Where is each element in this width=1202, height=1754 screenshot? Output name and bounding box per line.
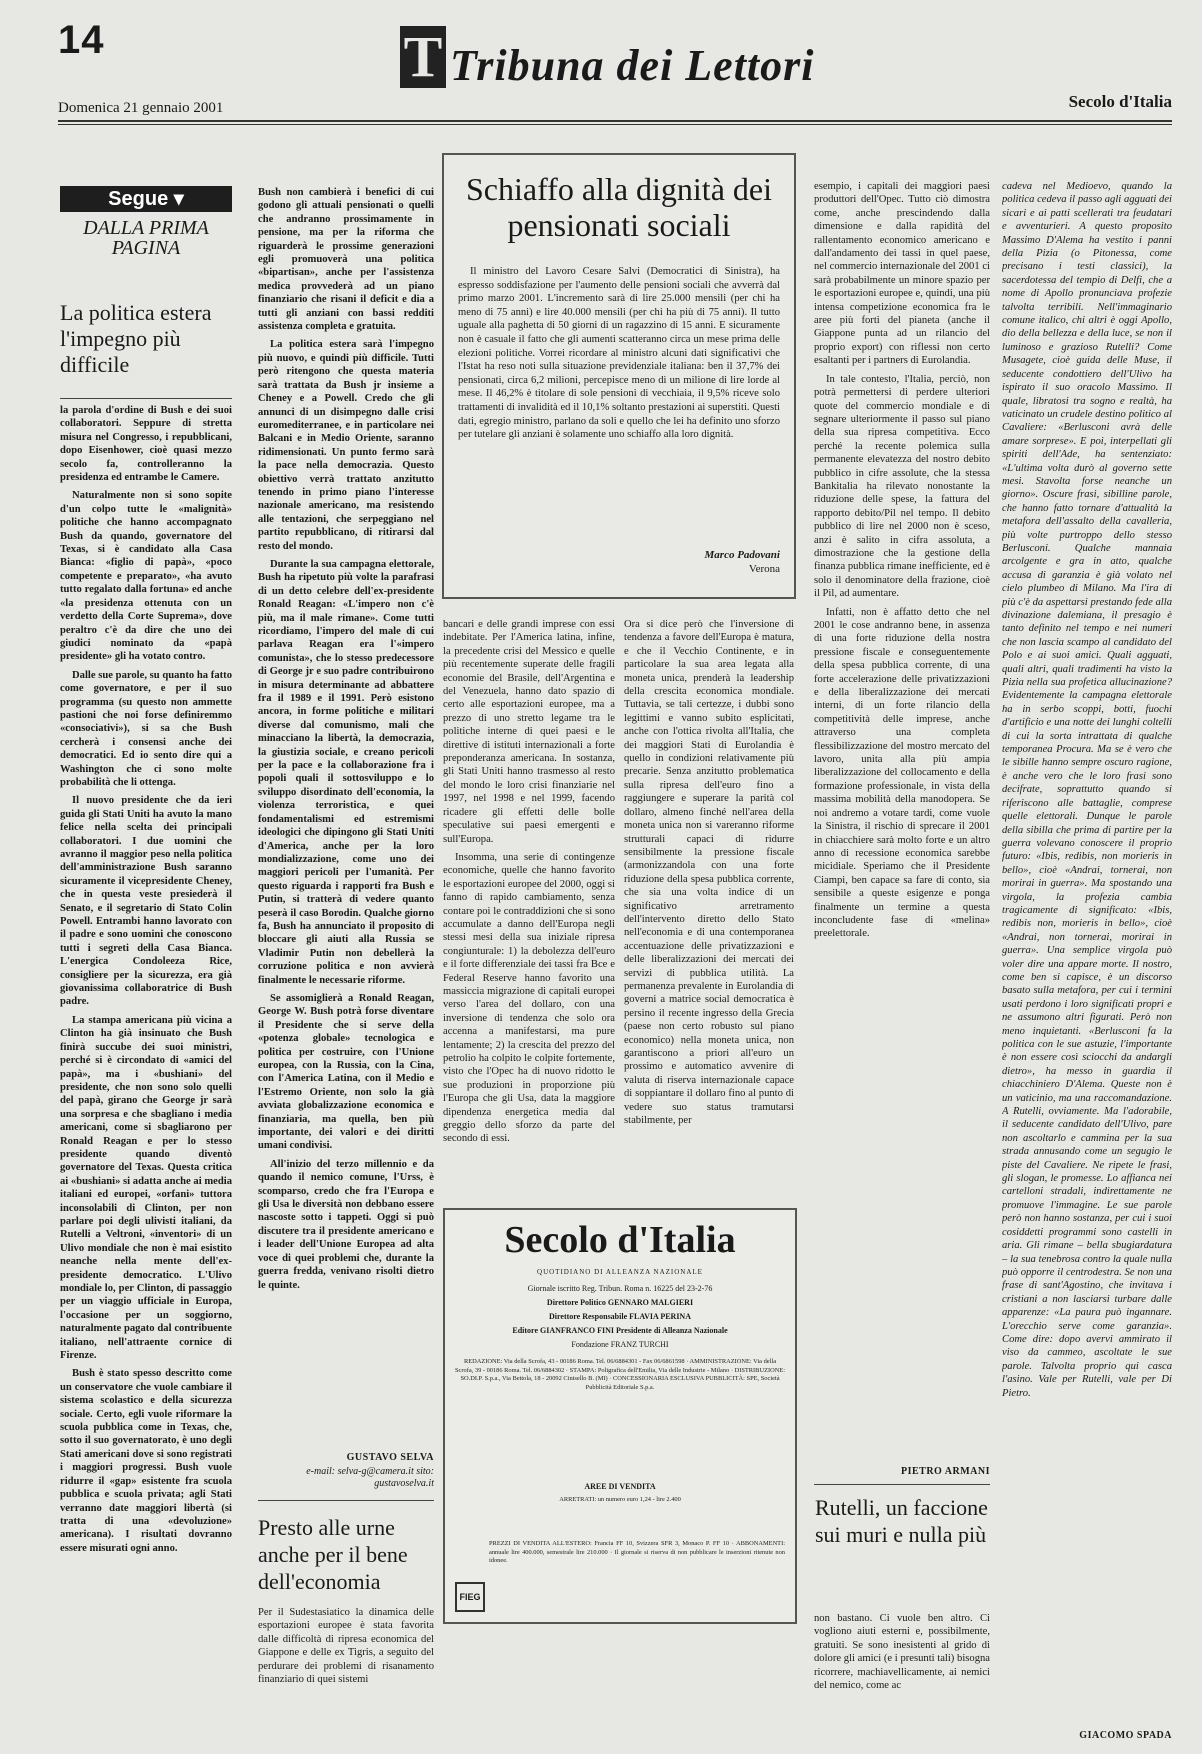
colophon-director: Direttore Politico GENNARO MALGIERI	[546, 1298, 694, 1307]
letter-headline: Schiaffo alla dignità dei pensionati sociali	[466, 171, 772, 243]
page-number: 14	[58, 18, 105, 62]
letter-signer: Marco Padovani	[704, 549, 780, 561]
colophon-arretrati: ARRETRATI: un numero euro 1,24 - lire 2.400	[559, 1496, 681, 1503]
spada-signer: GIACOMO SPADA	[1079, 1730, 1172, 1741]
presto-headline: Presto alle urne anche per il bene dell'economia	[258, 1515, 408, 1594]
paragraph: La politica estera sarà l'impegno più nuovo, e quindi più difficile. Tutti però ritengono che questa materia sarà trattata da Bush jr insieme a Cheney e a Powell. Credo che gli annunci di un disimpegno dalle crisi euromediterranee, e in particolare nei Balcani e in Medio Oriente, saranno ridimensionati. Un punto fermo sarà la pace nella democrazia. Questo obiettivo verrà trattato anzitutto tenendo in primo piano l'interesse nazionale americano, ma resistendo alle tentazioni, che serpeggiano nel partito repubblicano, di ritirarsi dal resto del mondo.	[258, 339, 434, 552]
paragraph: Il nuovo presidente che da ieri guida gli Stati Uniti ha avuto la mano felice nella scelta dei principali collaboratori. I due uomini che avranno il maggior peso nella politica dell'amministrazione Bush saranno sicuramente il vicepresidente Cheney, che in questa veste presiederà il Senato, e il segretario di Stato Colin Powell. Entrambi hanno lavorato con il padre e sono uomini che conoscono tutti i segreti della Casa Bianca. L'energica Condoleeza Rice, consigliere per la sicurezza, era già giovanissima collaboratrice di Bush padre.	[60, 795, 232, 1008]
article-column-5	[814, 180, 990, 1470]
paper-name: Secolo d'Italia	[1068, 92, 1172, 111]
segue-headline: La politica estera l'impegno più difficile	[60, 300, 212, 377]
segue-column-2	[258, 186, 434, 1442]
colophon-pricing: PREZZI DI VENDITA ALL'ESTERO: Francia FF 10, Svizzera SFR 3, Monaco P. FF 10 · ABBONAMENTI: annuale lire 400.000, semestrale lire 210.000 · Il giornale si riserva di non pubblicare le inserzioni ritenute non idonee.	[489, 1540, 785, 1565]
paragraph: Infatti, non è affatto detto che nel 2001 le cose andranno bene, in assenza di una forte riduzione della nostra pressione fiscale e conseguentemente della spesa pubblica corrente, di una forte accelerazione delle privatizzazioni e della liberalizzazione dei mercati interni, di un forte rilancio della competitività delle imprese, anche attraverso una completa flessibilizzazione del mostro mercato del lavoro, unita alla più ampia liberalizzazione del collocamento e della formazione professionale, in vista della massima mobilità della manodopera. Se noi andremo a votare tardi, come vuole la Sinistra, il rischio di sprecare il 2001 in chiacchiere sarà molto forte e un altro anno di recessione economica sarebbe micidiale. Speriamo che il Presidente Ciampi, ben capace sa fare di conto, sia sensibile a queste esigenze e ponga finalmente un termine a questa inconcludente fase di «melina» preelettorale.	[814, 606, 990, 940]
section-masthead	[400, 26, 830, 96]
paragraph: Dalle sue parole, su quanto ha fatto come governatore, e per il suo programma (su questo non ammette pastioni che noi forse definiremmo «consociativi»), si sa che Bush cercherà i consensi anche dei democratici. Ed io sento dire qui a Washington che ci sono molte probabilità che li ottenga.	[60, 669, 232, 788]
divider	[814, 1484, 990, 1485]
letter-box	[442, 153, 796, 599]
issue-date: Domenica 21 gennaio 2001	[58, 100, 224, 116]
colophon-addresses: REDAZIONE: Via della Scrofa, 43 - 00186 Roma. Tel. 06/6884301 - Fax 06/6861598 · AMMINISTRAZIONE: Via della Scrofa, 39 - 00186 Roma. Tel. 06/6884302 · STAMPA: Poligrafica dell'Emilia, Via delle Industrie - Milano · DISTRIBUZIONE: SO.DI.P. S.p.a., Via Bettola, 18 - 20092 Cinisello B. (MI) · CONCESSIONARIA ESCLUSIVA PUBBLICITÀ: SPE, Società Pubblicità Editoriale S.p.a.	[455, 1358, 786, 1391]
colophon-registration: Giornale iscritto Reg. Tribun. Roma n. 16225 del 23-2-76	[527, 1284, 713, 1293]
paragraph: Durante la sua campagna elettorale, Bush ha ripetuto più volte la parafrasi di un detto celebre dell'ex-presidente Ronald Reagan: «L'impero non c'è più, ma il male rimane». Come tutti ricordiamo, l'impero del male di cui parlava Reagan era l'«impero comunista», che lo stesso predecessore di George jr e suo padre contribuirono in misura determinante ad abbattere fra il 1989 e il 1991. Però esistono ancora, in forme politiche e militari diverse dal comunismo, mali che minacciano la libertà, la democrazia, la giustizia sociale, e creano pericoli per la pace e la collaborazione fra i popoli quali il sottosviluppo e lo sviluppo disordinato dell'economia, la violenza terroristica, e quei fondamentalismi ed estremismi ideologici che dipingono gli Stati Uniti d'America, anche per la loro mondializzazione, come uno dei maggiori pericoli per l'umanità. Per questo riguarda i rapporti fra Bush e Putin, si tratterà di vedere quanto peserà il caso Borodin. Qualche giorno fa, Bush ha annunciato il proposito di bloccare gli aiuti alla Russia se Vladimir Putin non debellerà la corruzione politica e non avvierà finalmente le necessarie riforme.	[258, 558, 434, 986]
fieg-logo: FIEG	[455, 1582, 485, 1612]
segue-signer-note: e-mail: selva-g@camera.it sito: gustavoselva.it	[306, 1466, 434, 1489]
colophon-publisher: Editore GIANFRANCO FINI Presidente di Alleanza Nazionale	[512, 1326, 728, 1335]
paragraph: Per il Sudestasiatico la dinamica delle esportazioni europee è stata favorita dalle difficoltà di ripresa economica del Giappone e delle ex Tigris, a seguito del perdurare dei problemi di risanamento finanziario di quei sistemi	[258, 1607, 434, 1686]
masthead-initial-t: T	[400, 26, 446, 88]
rutelli-body	[814, 1612, 990, 1742]
colophon-tagline: QUOTIDIANO DI ALLEANZA NAZIONALE	[537, 1268, 703, 1276]
rutelli-headline: Rutelli, un faccione sui muri e nulla più	[815, 1495, 988, 1547]
paragraph: Insomma, una serie di contingenze economiche, quelle che hanno favorito le esportazioni europee del 2000, oggi si fanno di rapido cambiamento, senza contare poi le contraddizioni che si sono accumulate a danno dell'Europa negli stessi mesi della sua iniziale ripresa congiunturale: 1) la debolezza dell'euro e il forte differenziale dei tassi fra Bce e Federal Reserve hanno favorito una massiccia migrazione di capitali europei verso l'area del dollaro, con una inversione di tendenza che solo ora accenna a manifestarsi, ma pure lentamente; 2) la crescita del prezzo del petrolio ha colpito le colpite fortemente, visto che l'Opec ha di nuovo ridotto le sue produzioni in proporzione più l'Europa che gli Usa, data la maggiore dipendenza energetica media dal greggio dello sforzo da parte del secondo di essi.	[443, 851, 615, 1145]
paragraph: La stampa americana più vicina a Clinton ha già insinuato che Bush finirà succube dei suoi ministri, perché si è circondato di «amici del papà», ma i «bushiani» del presidente, che non sono solo quelli del papà, girano che George jr sarà una sorpresa e che sbagliano i media americani, come si sbagliarono per Ronald Reagan e per lo stesso presidente quando diventò governatore del Texas. Questa critica ai «bushiani» si adatta anche ai media italiani ed europei, «orfani» tuttora inconsolabili di Clinton, per non parlare poi degli ulivisti italiani, da Rutelli a Veltroni, «inventori» di un Ulivo mondiale che non è mai esistito neanche nella mente dell'ex-presidente democratico. L'Ulivo mondiale lo, per Clinton, di passaggio per un viaggio ufficiale in Europa, l'occasione per un soggiorno, naturalmente pagato dal contribuente italiano, nell'attraente cornice di Firenze.	[60, 1014, 232, 1362]
header-rule-thin	[58, 124, 1172, 125]
article-column-6	[1002, 180, 1172, 1726]
section-title: Tribuna dei Lettori	[450, 41, 815, 90]
paragraph: Ora si dice però che l'inversione di tendenza a favore dell'Europa è matura, e che il Vecchio Continente, e in particolare la sua area legata alla moneta unica, prenderà la leadership della crescita economica mondiale. Tuttavia, se tali certezze, i dubbi sono legittimi e vanno subito esplicitati, anche con l'ottica rivolta all'Italia, che dei maggiori Stati di Eurolandia è quello in condizioni relativamente più precarie. Senza anzitutto problematica sulla ripresa dell'euro fino a raggiungere e superare la parità col dollaro, almeno finché nell'area della moneta unica non si vareranno riforme strutturali capaci di ridurre sensibilmente la pressione fiscale (armonizzandola con una forte riduzione della spesa pubblica corrente, che sia una volta indice di un significativo arretramento dell'intervento diretto dello Stato nell'economia e di una contemporanea accentuazione delle privatizzazioni e delle liberalizzazioni dei mercati dei servizi di pubblica utilità. La permanenza prevalente in Eurolandia di governi a matrice social democratica è persino il recente ingresso della Grecia (paese non certo robusto sul piano economico) nella moneta unica, non garantiscono a priori all'euro un prossimo e automatico avvenire di valuta di riserva internazionale capace di soppiantare il dollaro fino al punto di vedere suo status tramutarsi stabilmente, per	[624, 619, 794, 1127]
divider	[258, 1500, 434, 1501]
colophon-aree: AREE DI VENDITA	[584, 1482, 656, 1491]
colophon-editorial: Fondazione FRANZ TURCHI	[571, 1340, 669, 1349]
paragraph: esempio, i capitali dei maggiori paesi produttori dell'Opec. Tutto ciò dimostra come, anche prescindendo dalla dimensione e dalla rapidità del rallentamento economico americano e dall'andamento dei tassi in quel paese, nel commercio internazionale del 2001 ci sarà probabilmente un minore spazio per le esportazioni europee e, quindi, una più intensa competizione economica fra le aree più forti del pianeta (anche il Giappone punta ad un rilancio del proprio export) con riflessi non certo esaltanti per i partners di Eurolandia.	[814, 181, 990, 367]
paragraph: bancari e delle grandi imprese con essi indebitate. Per l'America latina, infine, la precedente crisi del Messico e quelle più recentemente superate delle fragili economie del Brasile, dell'Argentina e del Venezuela, hanno dato spazio di certo alle esportazioni europee, ma a prezzo di uno stretto legame tra le politiche interne di quei paesi e le direttive di istituti internazionali a forte preponderanza americana. In sostanza, gli Stati Uniti hanno trasmesso al resto del mondo le loro crisi finanziarie nel 1997, nel 1998 e nel 1999, facendo ricadere gli effetti delle bolle speculative sui paesi emergenti e sull'Europa.	[443, 619, 615, 845]
letter-city: Verona	[748, 563, 780, 575]
colophon-logo: Secolo d'Italia	[504, 1219, 736, 1261]
segue-signer: GUSTAVO SELVA	[346, 1452, 434, 1463]
colophon-resp-director: Direttore Responsabile FLAVIA PERINA	[548, 1312, 691, 1321]
paragraph: In tale contesto, l'Italia, perciò, non potrà permettersi di perdere ulteriori quote del commercio mondiale e di segnare ulteriormente il passo sul piano della sua ripresa competitiva. Ecco perché la recente polemica sulla permanente elevatezza del nostro debito pubblico in cifre assolute, che la stessa Bankitalia ha rilevato nonostante la riduzione delle spese, la fattura del rapporto debito/Pil nel tempo. Il debito pubblico di lire nel 2000 non è sceso, anzi è salito in cifra assoluta, a dimostrazione che la gestione della finanza pubblica rimane inefficiente, ed è solo il denominatore della frazione, cioè il Pil, ad aumentare.	[814, 373, 990, 600]
paragraph: All'inizio del terzo millennio e da quando il nemico comune, l'Urss, è scomparso, credo che fra l'Europa e gli Usa le diversità non debbano essere nascoste sotto i tappeti. Oggi si può discutere tra il presidente americano e i leader dell'Unione Europea ad alta voce di quei problemi che, durante la guerra fredda, venivano risolti dietro le quinte.	[258, 1158, 434, 1291]
paragraph: Bush non cambierà i benefici di cui godono gli attuali pensionati o quelli che andranno prossimamente in pensione, ma per la riforma che riguarderà le prossime generazioni egli promuoverà una politica «bipartisan», anche per l'assistenza medica provvederà ad un piano finanziario che risani il deficit e dia a tutti gli anziani con bassi redditi assistenza completa e gratuita.	[258, 187, 434, 333]
segue-label: Segue ▾	[60, 186, 232, 212]
divider	[60, 398, 232, 399]
segue-subtitle: DALLA PRIMA PAGINA	[83, 217, 209, 259]
article-column-4	[624, 618, 794, 1200]
header-rule	[58, 120, 1172, 122]
article-column-3	[443, 618, 615, 1200]
presto-body	[258, 1606, 434, 1736]
letter-body: Il ministro del Lavoro Cesare Salvi (Democratici di Sinistra), ha espresso soddisfazione per l'aumento delle pensioni sociali che avverrà dal primo marzo 2001. L'incremento sarà di lire 25.000 mensili (per chi ha meno di 75 anni) e lire 40.000 mensili (per chi ha più di 75 anni). Il tutto uguale alla paghetta di 50 giorni di un ragazzino di 15 anni. E sicuramente non è casuale il fatto che gli aumenti scatteranno circa un mese prima delle elezioni politiche. Vorrei ricordare al ministro alcuni dati significativi che l'Istat ha reso noti sulla situazione previdenziale italiana: ben il 37,7% dei pensionati, circa 6,2 milioni, percepisce meno di un milione di lire lorde al mese. Il 46,2% è titolare di sole pensioni di vecchiaia, il 9,5% riceve solo trattamenti di invalidità ed il 10,1% soltanto prestazioni ai superstiti. Questi dati, egregio ministro, parlano da soli e quello che lei ha definito uno sforzo per tutelare gli anziani è solamente uno schiaffo alla loro dignità.	[458, 266, 780, 441]
paragraph: la parola d'ordine di Bush e dei suoi collaboratori. Seppure di stretta misura nel Congresso, i repubblicani, dopo Eisenhower, cioè quasi mezzo secolo fa, controlleranno la presidenza ed entrambe le Camere.	[60, 405, 232, 484]
paragraph: non bastano. Ci vuole ben altro. Ci vogliono aiuti esterni e, possibilmente, gratuiti. Se sono inesistenti al grido di dolore gli amici (e i presunti tali) bisogna ricorrere, machiavellicamente, ai nemici del nemico, come ac	[814, 1613, 990, 1692]
paragraph: Naturalmente non si sono sopite d'un colpo tutte le «malignità» politiche che hanno accompagnato Bush da quando, governatore del Texas, si è candidato alla Casa Bianca: «figlio di papà», «poco competente e preparato», «ha avuto tutto regalato dalla fortuna» ed anche «la presidenza ottenuta con un verdetto della Corte Suprema», dove peraltro c'è da dire che uno dei giudici nominato da «papà presidente» gli ha votato contro.	[60, 490, 232, 663]
paragraph: Bush è stato spesso descritto come un conservatore che vuole cambiare il sistema scolastico e della sicurezza sociale. Certo, egli vuole riformare la scuola pubblica come in Texas, che, sotto il suo governatorato, è uno degli Stati americani dove si sono registrati i maggiori progressi. Bush vuole ridurre il «gap» esistente fra scuola pubblica e scuola privata; agli Stati verranno date maggiori libertà (si tratta di una «devoluzione» americana). I risultati dovranno essere misurati ogni anno.	[60, 1368, 232, 1554]
colophon-box	[443, 1208, 797, 1624]
armani-signer: PIETRO ARMANI	[900, 1466, 990, 1477]
paragraph: cadeva nel Medioevo, quando la politica cedeva il passo agli agguati dei sicari e ai patti scellerati tra feudatari e avventurieri. A questo proposito Massimo D'Alema ha vestito i panni della Pizia (o Pitonessa, come precisano i testi classici), la sacerdotessa del tempio di Delfi, che a nome di Apollo pronunciava profezie talvolta terribili. Nell'immaginario comune italico, chi altri è oggi Apollo, dio della bellezza e della luce, se non il luminoso e grazioso Rutelli? Come Musagete, cioè guida delle Muse, il seducente condottiero dell'Ulivo ha ispirato il suo oracolo Massimo. Il quale, libratosi tra sogno e realtà, ha vaticinato un crudele destino politico al Cavaliere: «Berlusconi avrà delle amare sorprese». E poi, interpellati gli spiriti dell'Ade, ha sentenziato: «L'ultima volta durò al governo sette mesi. Stavolta forse neanche un giorno». Oscure frasi, sibilline parole, che hanno fatto tornare d'attualità la metafora dell'assalto della cavalleria, più volte purtroppo dello stesso Berlusconi. Qualche mannaia arcolgente e gra in atto, qualche accusa di garanzia è già volato nel cielo plumbeo di Milano. Ma l'ira di più c'è da aspettarsi prestando fede alla divinazione dalemiana, il presagio è tanto definito nel tempo e nei numeri che non lascia scampo al candidato del Polo e ai suoi amici. Quali agguati, quali altri, quali tradimenti ha visto la Pizia nella sua profetica allucinazione? Evidentemente la campagna elettorale ha in serbo scoppi, botti, fuochi d'artificio e una notte dei lunghi coltelli di cui la sorta intrattata di qualche temporanea Procura. Ma se è vero che le sibille hanno sempre oscuro ragione, è anche vero che le loro frasi sono decifrate, soprattutto quando si riferiscono alle battaglie, comprese quelle elettorali. Dunque le parole della sibilla che prima di partire per la guerra volevano conoscere il proprio futuro: «Ibis, redibis, non morieris in bello», cioè «Andrai, tornerai, non morirai in guerra». Ma spostando una virgola, la profezia cambia tragicamente di significato: «Ibis, redibis non, morieris in bello», cioè «Andrai, non tornerai, morirai in guerra». Una semplice virgola può voler dire una appare morte. Il nostro, come ben si capisce, è un discorso basato sulla metafora, per cui i termini usati perdono i loro significati propri e ne assumono altri figurati. Però non meno inquietanti. «Berlusconi fa la politica con le sue astuzie, l'importante è non essere così sciocchi da andargli dietro», ha messo in guardia il chiacchiniero D'Alema. Queste non è un vaticinio, ma una raccomandazione. A Rutelli, ovviamente. Ma l'adorabile, il seducente candidato dell'Ulivo, pare non ascoltarlo e cammina per la sua strada annusando come un segugio le piste del Cavaliere. Ne ripete le frasi, gli slogan, le promesse. Lo affianca nei cartelloni stradali, indirettamente ne promuove l'immagine. Le sue parole però non hanno sostanza, per cui i suoi cosiddetti programmi sono castelli in aria. Gli rimane – bella sbugiardatura – la sua tenebrosa contro la quale nulla può opporre il centrodestra. Se non una frase di sant'Agostino, che invitava i cristiani a non lasciarsi turbare dalle apparenze: «La paura può ingannare. L'orecchio serve come garanzia». Come dire: dopo avervi ammirato il viso da cammeo, ascoltate le sue parole. Talvolta proprio qui casca l'asino. Vale per Rutelli, vale per Di Pietro.	[1002, 181, 1172, 1399]
segue-column-1	[60, 404, 232, 1736]
paragraph: Se assomiglierà a Ronald Reagan, George W. Bush potrà forse diventare il Presidente che si serve della «potenza globale» tecnologica e politica per costruire, con l'Unione europea, con la Russia, con la Cina, con l'America Latina, con il Medio e l'Estremo Oriente, non solo la già avviata globalizzazione economica e finanziaria, ma quella, ben più importante, dei valori e dei diritti umani condivisi.	[258, 992, 434, 1152]
